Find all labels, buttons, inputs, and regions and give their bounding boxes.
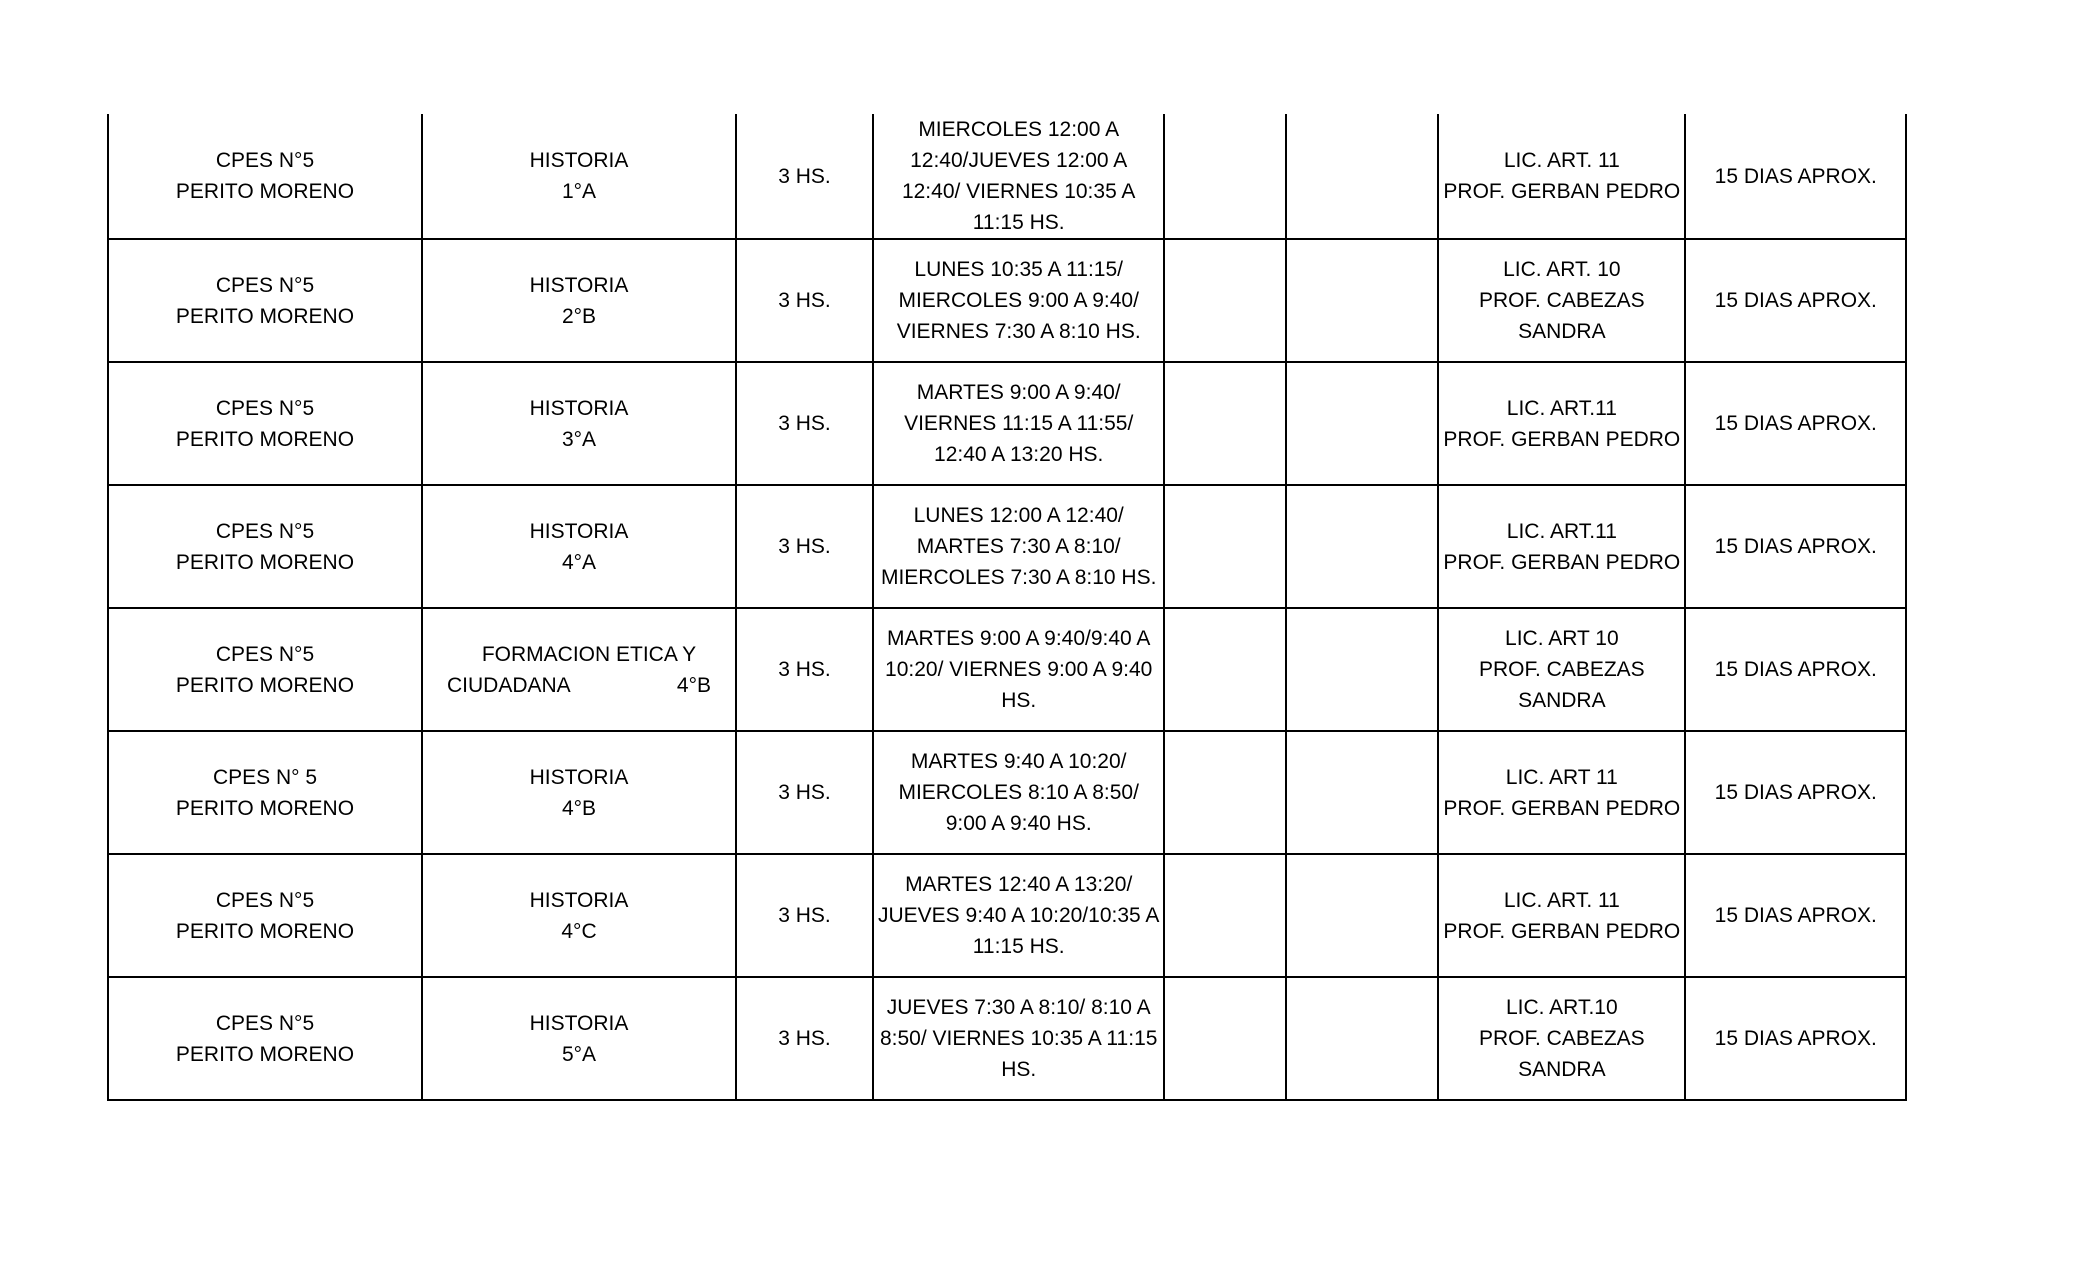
blank-cell	[1286, 239, 1438, 362]
duration-cell	[1685, 608, 1906, 731]
subject-cell	[422, 485, 736, 608]
schedule-line: MIERCOLES 7:30 A 8:10 HS.	[880, 566, 1157, 589]
vacancy-table	[107, 114, 1907, 1101]
schedule-cell	[873, 854, 1164, 977]
blank-cell	[1286, 485, 1438, 608]
leave-cell	[1438, 608, 1685, 731]
schedule-cell	[873, 485, 1164, 608]
schedule-line: LUNES 10:35 A 11:15/	[914, 258, 1123, 281]
leave-line: PROF. GERBAN PEDRO	[1443, 550, 1681, 574]
schedule-line: MIERCOLES 9:00 A 9:40/	[898, 289, 1139, 312]
blank-cell	[1286, 608, 1438, 731]
school-line: CPES N°5	[215, 519, 315, 543]
schedule-line: 11:15 HS.	[972, 935, 1065, 958]
leave-line: PROF. CABEZAS	[1478, 658, 1645, 681]
table-row	[108, 485, 1906, 608]
leave-line: LIC. ART.11	[1506, 519, 1617, 543]
blank-cell	[1286, 977, 1438, 1100]
subject-cell	[422, 239, 736, 362]
course-label: 4°B	[676, 673, 711, 697]
schedule-line: HS.	[1001, 1058, 1037, 1081]
leave-line: PROF. GERBAN PEDRO	[1443, 180, 1681, 203]
schedule-line: 11:15 HS.	[972, 211, 1065, 234]
leave-cell	[1438, 731, 1685, 854]
leave-cell	[1438, 114, 1685, 239]
schedule-line: MIERCOLES 12:00 A	[918, 118, 1120, 141]
schedule-line: 12:40 A 13:20 HS.	[934, 443, 1104, 466]
hours-text: 3 HS.	[778, 412, 831, 435]
leave-line: LIC. ART. 11	[1503, 149, 1620, 172]
subject-line: HISTORIA	[529, 519, 629, 543]
leave-line: LIC. ART.10	[1505, 996, 1618, 1019]
hours-cell	[736, 977, 873, 1100]
schedule-line: 12:40/ VIERNES 10:35 A	[901, 180, 1136, 203]
duration-cell	[1685, 114, 1906, 239]
schedule-line: MARTES 9:00 A 9:40/9:40 A	[886, 627, 1151, 650]
school-line: CPES N°5	[215, 149, 315, 172]
schedule-line: JUEVES 9:40 A 10:20/10:35 A	[878, 904, 1160, 927]
table-row	[108, 731, 1906, 854]
blank-cell	[1286, 731, 1438, 854]
subject-line: 5°A	[561, 1042, 597, 1066]
hours-text: 3 HS.	[778, 658, 831, 681]
duration-text: 15 DIAS APROX.	[1714, 289, 1877, 312]
hours-text: 3 HS.	[778, 1027, 831, 1050]
schedule-cell	[873, 608, 1164, 731]
leave-line: LIC. ART. 11	[1503, 888, 1620, 912]
blank-cell	[1164, 239, 1286, 362]
schedule-cell	[873, 731, 1164, 854]
duration-text: 15 DIAS APROX.	[1714, 412, 1877, 435]
duration-text: 15 DIAS APROX.	[1714, 535, 1877, 558]
subject-cell	[422, 114, 736, 239]
subject-cell	[422, 362, 736, 485]
school-line: CPES N° 5	[212, 765, 318, 789]
subject-line: 4°C	[561, 919, 597, 943]
table-row	[108, 977, 1906, 1100]
leave-cell	[1438, 239, 1685, 362]
subject-line: HISTORIA	[529, 149, 629, 172]
school-line: PERITO MORENO	[175, 427, 355, 451]
school-line: PERITO MORENO	[175, 1042, 355, 1066]
hours-cell	[736, 362, 873, 485]
school-line: PERITO MORENO	[175, 180, 355, 203]
hours-cell	[736, 608, 873, 731]
hours-cell	[736, 114, 873, 239]
schedule-line: MIERCOLES 8:10 A 8:50/	[898, 781, 1139, 804]
leave-line: PROF. CABEZAS	[1478, 1027, 1645, 1050]
subject-line: FORMACION ETICA Y	[481, 642, 697, 666]
school-cell	[108, 239, 422, 362]
schedule-line: MARTES 9:00 A 9:40/	[916, 381, 1121, 404]
schedule-line: 10:20/ VIERNES 9:00 A 9:40	[885, 658, 1153, 681]
duration-text: 15 DIAS APROX.	[1714, 658, 1877, 681]
schedule-line: 9:00 A 9:40 HS.	[945, 812, 1092, 835]
subject-line: HISTORIA	[529, 273, 629, 297]
school-cell	[108, 485, 422, 608]
blank-cell	[1164, 977, 1286, 1100]
leave-line: PROF. GERBAN PEDRO	[1443, 919, 1681, 943]
school-cell	[108, 854, 422, 977]
duration-cell	[1685, 362, 1906, 485]
leave-cell	[1438, 362, 1685, 485]
duration-text: 15 DIAS APROX.	[1714, 904, 1877, 927]
blank-cell	[1164, 114, 1286, 239]
school-cell	[108, 362, 422, 485]
schedule-line: MARTES 7:30 A 8:10/	[916, 535, 1121, 558]
subject-line: 2°B	[561, 304, 597, 328]
table-row	[108, 239, 1906, 362]
school-line: PERITO MORENO	[175, 919, 355, 943]
leave-line: LIC. ART 11	[1505, 765, 1618, 789]
subject-line: 1°A	[561, 180, 597, 203]
leave-cell	[1438, 485, 1685, 608]
schedule-line: 8:50/ VIERNES 10:35 A 11:15	[879, 1027, 1158, 1050]
subject-cell	[422, 608, 736, 731]
hours-cell	[736, 731, 873, 854]
school-cell	[108, 731, 422, 854]
school-line: CPES N°5	[215, 1011, 315, 1035]
schedule-line: MARTES 9:40 A 10:20/	[910, 750, 1127, 773]
blank-cell	[1164, 731, 1286, 854]
blank-cell	[1164, 608, 1286, 731]
subject-text-part: CIUDADANA	[447, 673, 571, 697]
hours-cell	[736, 239, 873, 362]
subject-line: HISTORIA	[529, 396, 629, 420]
hours-text: 3 HS.	[778, 904, 831, 927]
hours-cell	[736, 854, 873, 977]
table-row	[108, 362, 1906, 485]
school-line: CPES N°5	[215, 273, 315, 297]
school-line: PERITO MORENO	[175, 304, 355, 328]
subject-cell	[422, 731, 736, 854]
table-row	[108, 114, 1906, 239]
school-cell	[108, 114, 422, 239]
subject-line: 4°A	[561, 550, 597, 574]
leave-line: LIC. ART. 10	[1503, 258, 1621, 281]
subject-line: HISTORIA	[529, 765, 629, 789]
schedule-line: HS.	[1001, 689, 1037, 712]
blank-cell	[1164, 854, 1286, 977]
hours-text: 3 HS.	[778, 164, 831, 188]
hours-text: 3 HS.	[778, 289, 831, 312]
blank-cell	[1164, 362, 1286, 485]
hours-text: 3 HS.	[778, 781, 831, 804]
hours-text: 3 HS.	[778, 535, 831, 558]
school-line: PERITO MORENO	[175, 550, 355, 574]
duration-cell	[1685, 239, 1906, 362]
school-cell	[108, 977, 422, 1100]
schedule-line: MARTES 12:40 A 13:20/	[905, 873, 1133, 896]
blank-cell	[1286, 362, 1438, 485]
leave-line: PROF. CABEZAS	[1478, 289, 1645, 312]
subject-cell	[422, 977, 736, 1100]
duration-cell	[1685, 854, 1906, 977]
subject-line: 4°B	[561, 796, 597, 820]
duration-cell	[1685, 485, 1906, 608]
schedule-line: JUEVES 7:30 A 8:10/ 8:10 A	[886, 996, 1151, 1019]
hours-cell	[736, 485, 873, 608]
school-line: PERITO MORENO	[175, 673, 355, 697]
schedule-cell	[873, 977, 1164, 1100]
table-row	[108, 608, 1906, 731]
leave-line: LIC. ART 10	[1505, 627, 1619, 650]
leave-line: SANDRA	[1518, 1058, 1606, 1081]
blank-cell	[1164, 485, 1286, 608]
blank-cell	[1286, 854, 1438, 977]
school-line: CPES N°5	[215, 888, 315, 912]
subject-line: HISTORIA	[529, 888, 629, 912]
leave-line: PROF. GERBAN PEDRO	[1443, 427, 1681, 451]
schedule-line: LUNES 12:00 A 12:40/	[913, 504, 1124, 527]
schedule-cell	[873, 362, 1164, 485]
leave-line: LIC. ART.11	[1506, 396, 1617, 420]
schedule-line: 12:40/JUEVES 12:00 A	[910, 149, 1128, 172]
table-row	[108, 854, 1906, 977]
schedule-line: VIERNES 11:15 A 11:55/	[904, 412, 1134, 435]
schedule-cell	[873, 239, 1164, 362]
duration-cell	[1685, 731, 1906, 854]
subject-line	[447, 670, 731, 701]
school-line: PERITO MORENO	[175, 796, 355, 820]
school-line: CPES N°5	[215, 642, 315, 666]
duration-text: 15 DIAS APROX.	[1714, 1027, 1877, 1050]
subject-text	[427, 639, 731, 701]
school-cell	[108, 608, 422, 731]
schedule-cell	[873, 114, 1164, 239]
subject-line: 3°A	[561, 427, 597, 451]
leave-line: SANDRA	[1518, 689, 1606, 712]
leave-line: PROF. GERBAN PEDRO	[1443, 796, 1681, 820]
leave-line: SANDRA	[1518, 320, 1606, 343]
duration-text: 15 DIAS APROX.	[1714, 781, 1877, 804]
duration-cell	[1685, 977, 1906, 1100]
blank-cell	[1286, 114, 1438, 239]
leave-cell	[1438, 977, 1685, 1100]
schedule-line: VIERNES 7:30 A 8:10 HS.	[896, 320, 1141, 343]
subject-line: HISTORIA	[529, 1011, 629, 1035]
subject-cell	[422, 854, 736, 977]
leave-cell	[1438, 854, 1685, 977]
duration-text: 15 DIAS APROX.	[1714, 164, 1877, 188]
school-line: CPES N°5	[215, 396, 315, 420]
